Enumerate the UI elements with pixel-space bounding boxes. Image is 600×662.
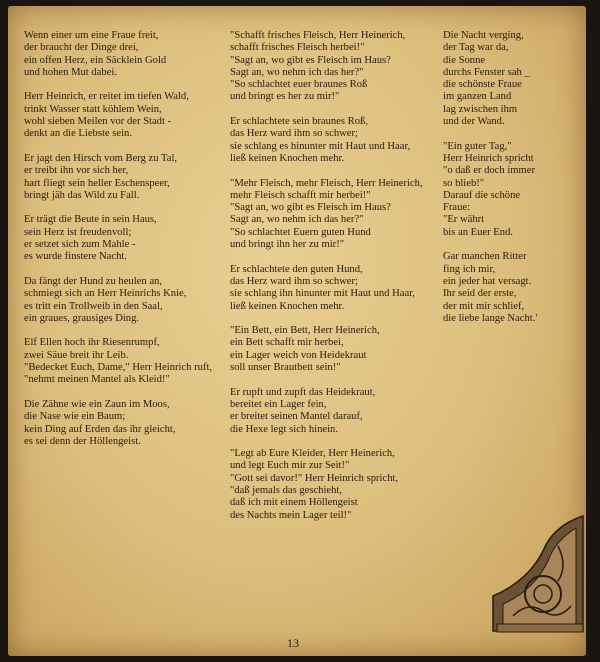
stanza [24, 276, 219, 325]
verse-line: Er trägt die Beute in sein Haus, [24, 214, 157, 226]
stanza [230, 448, 430, 522]
text-column-right [443, 30, 578, 337]
verse-line: "So schlachtet euer braunes Roß [230, 79, 368, 91]
stanza [24, 91, 219, 140]
verse-line: "o daß er doch immer [443, 165, 535, 177]
verse-line: Herr Heinrich, er reitet im tiefen Wald, [24, 91, 189, 103]
verse-line: Sagt an, wo nehm ich das her?" [230, 66, 364, 78]
verse-line: "Schafft frisches Fleisch, Herr Heinerich, [230, 30, 406, 41]
verse-line: der mit mir schlief, [443, 300, 525, 312]
stanza [24, 399, 219, 448]
verse-line: daß ich mit einem Höllengeist [230, 497, 358, 509]
verse-line: Sagt an, wo nehm ich das her?" [230, 214, 364, 226]
stanza [24, 153, 219, 202]
stanza [230, 178, 430, 252]
verse-line: "So schlachtet Euern guten Hund [230, 226, 371, 238]
verse-line: Er rupft und zupft das Heidekraut, [230, 386, 376, 398]
stanza [230, 264, 430, 313]
verse-line: lag zwischen ihm [443, 103, 518, 115]
verse-line: zwei Säue breit ihr Leib. [24, 349, 129, 361]
verse-line: "Sagt an, wo gibt es Fleisch im Haus? [230, 54, 391, 66]
verse-line: "Ein Bett, ein Bett, Herr Heinerich, [230, 325, 380, 337]
verse-line: Fraue: [443, 202, 471, 214]
celtic-ornament-image [433, 506, 588, 636]
verse-line: Ihr seid der erste, [443, 288, 517, 300]
verse-line: die Hexe legt sich hinein. [230, 423, 338, 435]
verse-line: das Herz ward ihm so schwer; [230, 128, 358, 140]
verse-line: Er jagt den Hirsch vom Berg zu Tal, [24, 152, 178, 164]
verse-line: hart fliegt sein heller Eschenspeer, [24, 177, 170, 189]
verse-line: Er schlachtete sein braunes Roß, [230, 116, 368, 128]
verse-line: schmiegt sich an Herr Heinrichs Knie, [24, 288, 187, 300]
verse-line: Er schlachtete den guten Hund, [230, 263, 363, 275]
text-column-left [24, 30, 219, 460]
verse-line: kein Ding auf Erden das ihr gleicht, [24, 423, 176, 435]
verse-line: ein Bett schafft mir herbei, [230, 337, 344, 349]
verse-line: Herr Heinrich spricht [443, 152, 534, 164]
stanza [443, 251, 578, 325]
verse-line: die schönste Fraue [443, 79, 522, 91]
verse-line: und bringt es her zu mir!" [230, 91, 340, 103]
stanza [24, 337, 219, 386]
verse-line: es tritt ein Trollweib in den Saal, [24, 300, 163, 312]
verse-line: so blieb!" [443, 177, 485, 189]
verse-line: die Sonne [443, 54, 486, 66]
verse-line: das Herz ward ihm so schwer; [230, 275, 358, 287]
verse-line: Wenn einer um eine Fraue freit, [24, 30, 159, 41]
text-column-middle [230, 30, 430, 534]
verse-line: denkt an die Liebste sein. [24, 128, 132, 140]
verse-line: "Sagt an, wo gibt es Fleisch im Haus? [230, 202, 391, 214]
verse-line: er treibt ihn vor sich her, [24, 165, 129, 177]
verse-line: Darauf die schöne [443, 189, 521, 201]
verse-line: ließ keinen Knochen mehr. [230, 300, 345, 312]
verse-line: der Tag war da, [443, 42, 509, 54]
verse-line: trinkt Wasser statt köhlem Wein, [24, 103, 162, 115]
verse-line: mehr Fleisch schafft mir herbei!" [230, 189, 371, 201]
page-number: 13 [287, 636, 299, 650]
verse-line: die liebe lange Nacht.' [443, 312, 538, 324]
verse-line: "Er währt [443, 214, 485, 226]
verse-line: ein offen Herz, ein Säcklein Gold [24, 54, 167, 66]
verse-line: er setzet sich zum Mahle - [24, 239, 136, 251]
stanza [230, 30, 430, 104]
stanza [443, 141, 578, 239]
verse-line: es wurde finstere Nacht. [24, 251, 127, 263]
stanza [230, 387, 430, 436]
verse-line: er breitet seinen Mantel darauf, [230, 411, 363, 423]
verse-line: im ganzen Land [443, 91, 512, 103]
verse-line: bis an Euer End. [443, 226, 514, 238]
verse-line: soll unser Brautbett sein!" [230, 362, 341, 374]
verse-line: wohl sieben Meilen vor der Stadt - [24, 116, 172, 128]
verse-line: Elf Ellen hoch ihr Riesenrumpf, [24, 337, 160, 349]
verse-line: "daß jemals das geschieht, [230, 484, 342, 496]
verse-line: sie schlang ihn hinunter mit Haut und Haar, [230, 288, 415, 300]
verse-line: Die Zähne wie ein Zaun im Moos, [24, 398, 170, 410]
stanza [230, 325, 430, 374]
verse-line: durchs Fenster sah _ [443, 66, 530, 78]
verse-line: "Mehr Fleisch, mehr Fleisch, Herr Heinerich, [230, 177, 423, 189]
verse-line: ein graues, grausiges Ding. [24, 312, 140, 324]
verse-line: es sei denn der Höllengeist. [24, 435, 141, 447]
verse-line: Die Nacht verging, [443, 30, 524, 41]
verse-line: schafft frisches Fleisch herbei!" [230, 42, 365, 54]
verse-line: und legt Euch mir zur Seit!" [230, 460, 350, 472]
verse-line: Da fängt der Hund zu heulen an, [24, 275, 162, 287]
verse-line: und bringt ihn her zu mir!" [230, 239, 345, 251]
verse-line: und hohen Mut dabei. [24, 66, 117, 78]
verse-line: sie schlang es hinunter mit Haut und Haar, [230, 140, 411, 152]
verse-line: ein Lager weich von Heidekraut [230, 349, 367, 361]
stanza [230, 116, 430, 165]
verse-line: "Legt ab Eure Kleider, Herr Heinerich, [230, 448, 395, 460]
verse-line: und der Wand. [443, 116, 505, 128]
verse-line: des Nachts mein Lager teil!" [230, 509, 352, 521]
parchment-page [8, 6, 586, 656]
stanza [443, 30, 578, 128]
verse-line: sein Herz ist freudenvoll; [24, 226, 132, 238]
verse-line: die Nase wie ein Baum; [24, 411, 126, 423]
verse-line: "Ein guter Tag," [443, 140, 512, 152]
verse-line: bringt jäh das Wild zu Fall. [24, 189, 140, 201]
stanza [24, 214, 219, 263]
verse-line: fing ich mir, [443, 263, 496, 275]
verse-line: ein jeder hat versagt. [443, 275, 532, 287]
verse-line: ließ keinen Knochen mehr. [230, 152, 345, 164]
verse-line: "Bedecket Euch, Dame," Herr Heinrich ruft, [24, 362, 213, 374]
verse-line: der braucht der Dinge drei, [24, 42, 139, 54]
verse-line: "nehmt meinen Mantel als Kleid!" [24, 374, 170, 386]
verse-line: bereitet ein Lager fein, [230, 398, 327, 410]
stanza [24, 30, 219, 79]
verse-line: "Gott sei davor!" Herr Heinrich spricht, [230, 472, 399, 484]
verse-line: Gar manchen Ritter [443, 251, 527, 263]
